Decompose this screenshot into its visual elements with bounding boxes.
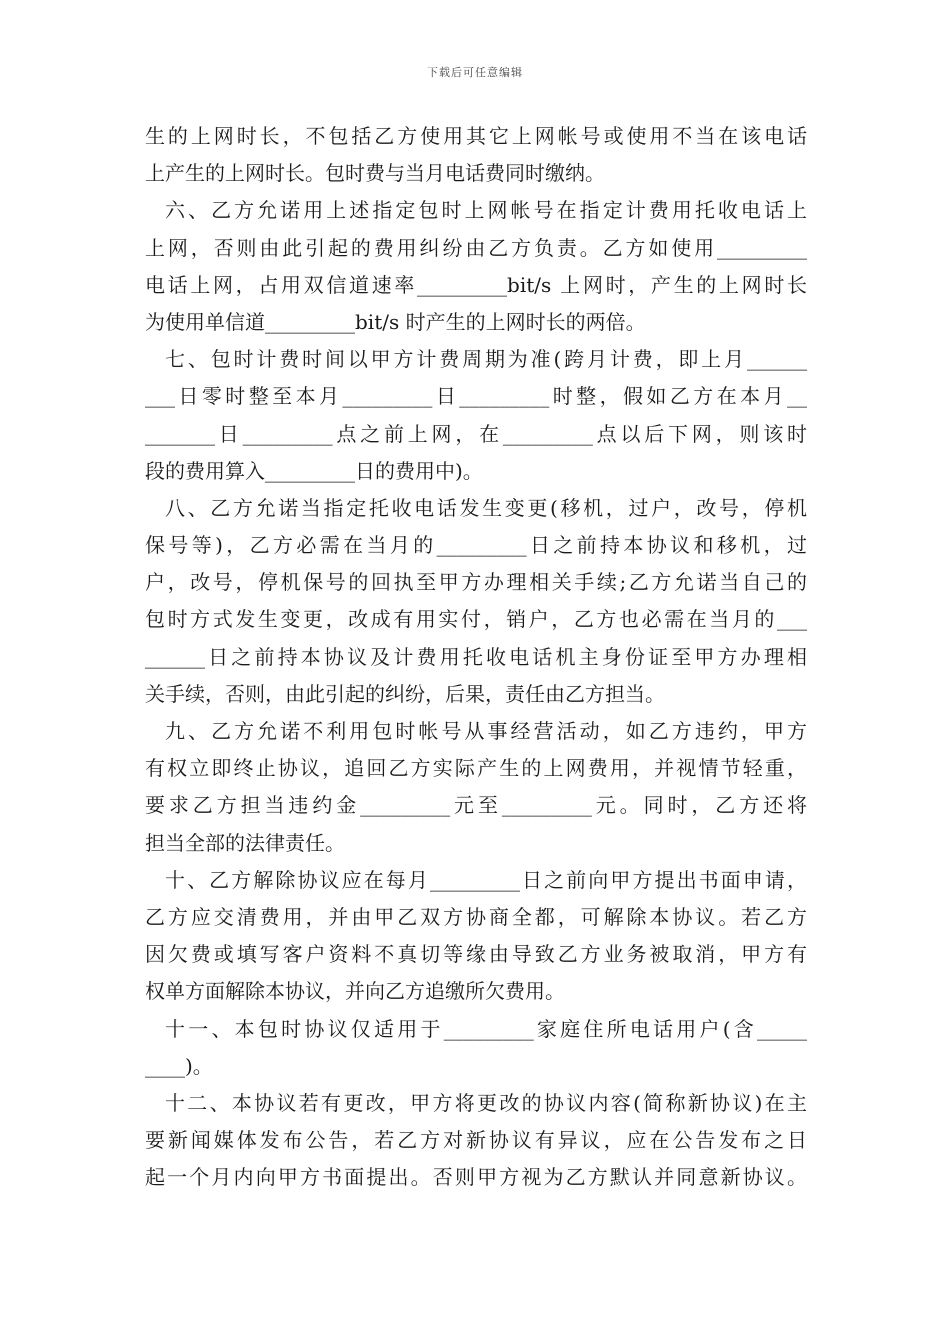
text-line: 九、乙方允诺不利用包时帐号从事经营活动，如乙方违约，甲方 — [165, 719, 807, 743]
text-line: 有权立即终止协议，追回乙方实际产生的上网费用，并视情节轻重， — [145, 756, 807, 781]
text-line: 六、乙方允诺用上述指定包时上网帐号在指定计费用托收电话上 — [165, 198, 807, 223]
text-line: 要新闻媒体发布公告，若乙方对新协议有异议，应在公告发布之日 — [145, 1128, 807, 1153]
text-line: 为使用单信道_________bit/s 时产生的上网时长的两倍。 — [145, 309, 646, 334]
text-line: _______日_________点之前上网，在_________点以后下网，则该时 — [145, 421, 807, 446]
text-line: 上产生的上网时长。包时费与当月电话费同时缴纳。 — [145, 161, 605, 186]
text-line: 生的上网时长，不包括乙方使用其它上网帐号或使用不当在该电话 — [145, 124, 807, 148]
text-line: 担当全部的法律责任。 — [145, 830, 345, 855]
text-line: 七、包时计费时间以甲方计费周期为准(跨月计费，即上月______ — [165, 347, 807, 372]
text-line: 户，改号，停机保号的回执至甲方办理相关手续;乙方允诺当自己的 — [145, 570, 807, 595]
text-line: 十一、本包时协议仅适用于_________家庭住所电话用户(含_____ — [165, 1016, 807, 1041]
text-line: 段的费用算入_________日的费用中)。 — [145, 458, 483, 483]
text-line: ______日之前持本协议及计费用托收电话机主身份证至甲方办理相 — [145, 644, 807, 669]
text-line: 要求乙方担当违约金_________元至_________元。同时，乙方还将 — [145, 793, 807, 818]
text-line: ____)。 — [145, 1053, 213, 1078]
text-line: 权单方面解除本协议，并向乙方追缴所欠费用。 — [145, 979, 565, 1004]
text-line: 包时方式发生变更，改成有用实付，销户，乙方也必需在当月的___ — [145, 607, 807, 632]
text-line: 乙方应交清费用，并由甲乙双方协商全都，可解除本协议。若乙方 — [145, 904, 807, 929]
text-line: 因欠费或填写客户资料不真切等缘由导致乙方业务被取消，甲方有 — [145, 942, 807, 967]
text-line: 电话上网，占用双信道速率_________bit/s 上网时，产生的上网时长 — [145, 272, 807, 297]
text-line: 起一个月内向甲方书面提出。否则甲方视为乙方默认并同意新协议。 — [145, 1165, 807, 1190]
document-body — [145, 118, 807, 1196]
text-line: 八、乙方允诺当指定托收电话发生变更(移机，过户，改号，停机 — [165, 495, 807, 520]
text-line: ___日零时整至本月_________日_________时整，假如乙方在本月__ — [145, 384, 807, 409]
text-line: 十、乙方解除协议应在每月_________日之前向甲方提出书面申请， — [165, 867, 807, 892]
page-header: 下载后可任意编辑 — [427, 66, 523, 79]
text-line: 保号等)，乙方必需在当月的_________日之前持本协议和移机，过 — [145, 533, 807, 558]
text-line: 十二、本协议若有更改，甲方将更改的协议内容(简称新协议)在主 — [165, 1090, 807, 1115]
text-line: 上网，否则由此引起的费用纠纷由乙方负责。乙方如使用_________ — [145, 235, 807, 260]
text-line: 关手续，否则，由此引起的纠纷，后果，责任由乙方担当。 — [145, 681, 665, 706]
